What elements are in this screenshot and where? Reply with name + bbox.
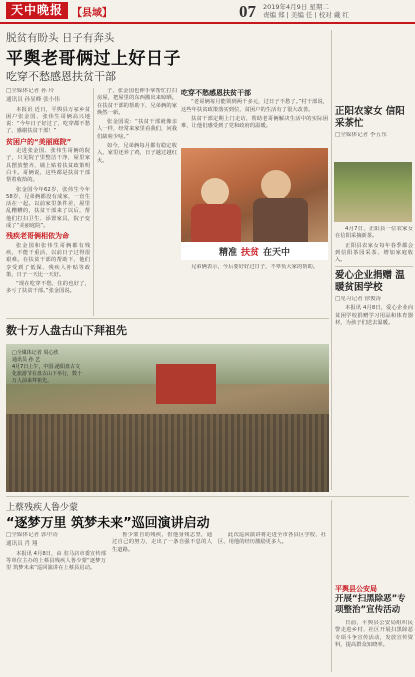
lower-byline-2: 通讯员 肖 翔 [6, 541, 38, 548]
lead-byline-2: 通讯员 孙显峰 张小伟 [6, 97, 60, 104]
lead-paragraph: “现在吃穿不愁，住的也好了，多亏了扶贫干部。”张金国说。 [6, 281, 90, 295]
right-rail-divider [331, 30, 332, 490]
photo-story-caption-box [12, 350, 82, 385]
lead-byline: □全媒体记者 孙 玲 [6, 88, 54, 94]
lead-paragraph: 本报讯 近日，平舆县万冢乡贫困户张金国、张伟生哥俩高兴地说：“今年日子好过了，吃穿都不愁了，感谢扶贫干部！” [6, 106, 90, 135]
column-divider [93, 88, 94, 316]
donation-story-paragraph: 本报讯 4月8日，爱心企业向贫困学校捐赠学习用品和体育器材，为孩子们送去温暖。 [335, 305, 413, 326]
right-rail-divider [331, 500, 332, 672]
police-story-paragraph: 日前，平舆县公安局组织民警走进乡村、社区开展扫黑除恶专项斗争宣传活动，发放宣传资料，提高群众知晓率。 [335, 620, 413, 648]
lower-byline: □全媒体记者 郭中涛 [6, 532, 58, 538]
tea-picking-photo [334, 162, 412, 222]
person-clothing [191, 204, 241, 244]
campaign-banner [181, 242, 328, 260]
lead-headline: 平舆老哥俩过上好日子 [6, 49, 181, 69]
lower-kicker: 上蔡残疾人鲁少蒙 [6, 503, 79, 513]
page-number: 07 [239, 2, 256, 21]
lead-subhead: 吃穿不愁感恩扶贫干部 [6, 70, 116, 83]
donation-story-body [335, 296, 413, 486]
photo-story-byline-2: 通讯员 孙 艺 [12, 357, 41, 363]
right-story-body [335, 226, 413, 266]
lead-paragraph: 走进张金国、张伟生哥俩的院子，只见院子里整洁干净，屋里家具摆放整齐，墙上贴着扶贫政策明白卡。哥俩说，这些都是扶贫干部帮着收拾的。 [6, 148, 90, 184]
date-line-1: 2019年4月9日 星期二 [263, 3, 329, 11]
person-clothing [253, 198, 308, 244]
column-box [181, 88, 328, 144]
lead-paragraph: 张金国今年62岁，张伟生今年58岁，兄弟俩都没有成家，一直生活在一起。以前家里条件差，屋里乱糟糟的，扶贫干部来了以后，帮他们打扫卫生、添置家具，院子变成了“美丽庭院”。 [6, 186, 90, 230]
lower-headline: “逐梦万里 筑梦未来”巡回演讲启动 [6, 516, 210, 531]
banner-prefix: 精准 [218, 247, 237, 258]
person-figure [261, 170, 291, 200]
photo-story-title: 数十万人盘古山下拜祖先 [6, 324, 127, 337]
mid-paragraph: 如今，兄弟俩每月都有稳定收入，家里还养了鸡，日子越过越红火。 [97, 143, 177, 164]
photo-story-byline: □全媒体记者 周心欣 [12, 350, 59, 356]
right-story-byline: □全媒体记者 李五东 [335, 132, 387, 138]
right-divider [335, 266, 413, 267]
banner-highlight: 扶贫 [240, 247, 259, 258]
mid-paragraph: 张金国说：“扶贫干部就像亲人一样，经常来家里看我们，问我们缺啥少啥。” [97, 119, 177, 140]
donation-story-title: 爱心企业捐赠 温暖贫困学校 [335, 270, 405, 293]
lower-column-2 [112, 532, 212, 672]
lower-column-3 [218, 532, 326, 672]
crowd-area [6, 414, 329, 492]
lower-paragraph: 本报讯 4月8日，由 驻马店市委宣传部等单位主办的上蔡县残疾人鲁少蒙“逐梦万里 筑梦未来”巡回演讲在上蔡县启动。 [6, 550, 106, 572]
masthead [0, 0, 415, 22]
lower-column-1 [6, 532, 106, 672]
lead-kicker: 脱贫有盼头 日子有奔头 [6, 32, 115, 44]
column-paragraph: “老哥俩每月能领到两千多元，过日子不愁了。”村干部说，这些年扶贫政策落实到位，贫困户的生活有了很大改善。 [181, 99, 328, 113]
photo-story-caption: 4月7日上午，中国·泌阳盘古文化旅游节在盘古山下举行，数十万人前来拜祖先。 [12, 364, 83, 384]
police-story-kicker: 平舆县公安局 [335, 585, 377, 593]
column-box-head: 吃穿不愁感恩扶贫干部 [181, 89, 251, 97]
lead-subtitle-1: 贫困户的“美丽庭院” [6, 137, 72, 146]
newspaper-logo: 天中晚报 [6, 2, 68, 19]
date-line-2: 责编 郑 | 美编 任 | 校对 戴 红 [263, 11, 349, 19]
right-story-byline-box [335, 132, 413, 158]
police-story-body [335, 620, 413, 672]
lead-paragraph: 张金国和张伟生哥俩都有残疾，不能干重活，以前日子过得很艰难。在扶贫干部的帮助下，他们享受到了低保、残疾人补贴等政策，日子一天比一天好。 [6, 242, 90, 278]
lower-paragraph: 鲁少蒙自幼残疾，但他身残志坚，通过自己的努力，走出了一条自强不息的人生道路。 [112, 532, 212, 553]
column-paragraph: 兄弟俩表示，今后要好好过日子，不辜负大家的帮助。 [191, 264, 319, 270]
right-story-title: 正阳农家女 信阳采茶忙 [335, 106, 405, 129]
column-box-continued [181, 264, 328, 316]
dateline [263, 3, 413, 19]
lead-column-1 [6, 88, 90, 316]
right-story-paragraph: 正阳县农家女每年春季都会到信阳茶园采茶，增加家庭收入。 [335, 242, 413, 264]
column-paragraph: 扶贫干部定期上门走访，帮助老哥俩解决生活中的实际困难，让他们感受到了党和政府的温暖。 [181, 115, 328, 130]
photo-caption: 4月7日，正阳县一位农家女在信阳采摘新茶。 [335, 226, 413, 240]
section-tag: 【县域】 [72, 8, 112, 19]
ceremony-photo [6, 344, 329, 492]
police-story-title: 开展“扫黑除恶”专项整治”宣传活动 [335, 594, 406, 615]
donation-story-byline: □见习记者 徐俊涛 [335, 296, 382, 302]
section-divider [6, 318, 329, 319]
stage-banner [156, 364, 216, 404]
section-divider [6, 496, 409, 497]
person-figure [201, 178, 229, 206]
lead-photo [181, 148, 328, 260]
lower-paragraph: 此次巡回演讲将走进全市各县区学校、社区，用他的经历激励更多人。 [218, 532, 326, 546]
mid-column [97, 88, 177, 316]
mid-paragraph: 子，张金国也伸手掌帮忙打扫房屋，把屋里的东西搬出来晾晒。在扶贫干部的帮助下，兄弟俩的家焕然一新。 [97, 88, 177, 116]
banner-suffix: 在天中 [263, 247, 291, 258]
lead-subtitle-2: 残疾老哥俩相依为命 [6, 232, 69, 241]
masthead-rule [0, 22, 415, 24]
